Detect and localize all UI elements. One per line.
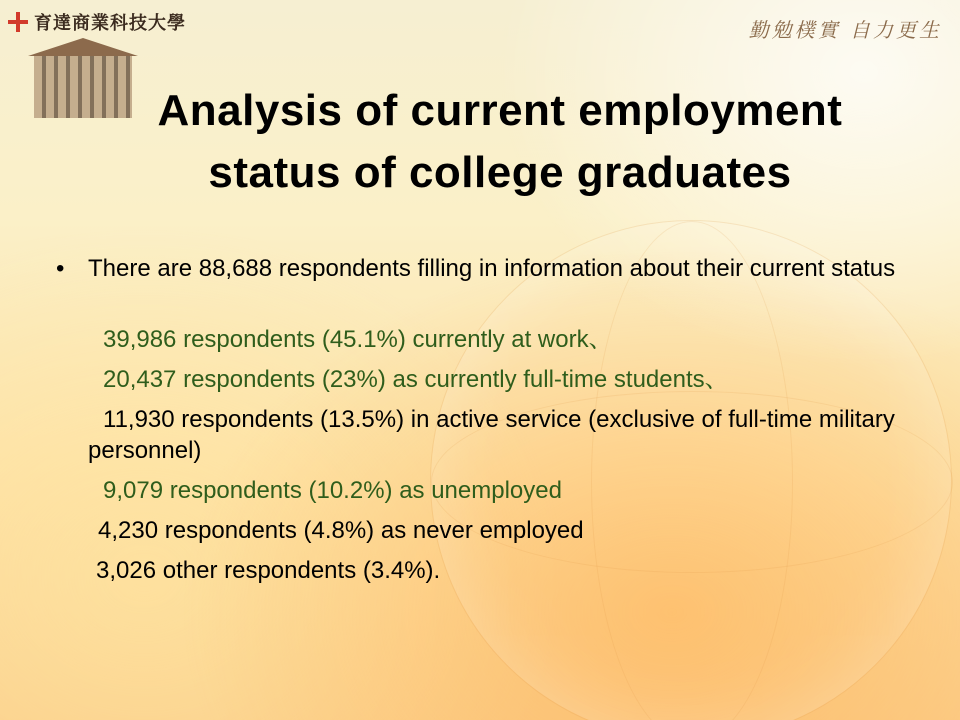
stat-line-at-work: 39,986 respondents (45.1%) currently at work、	[103, 326, 613, 353]
university-logo	[8, 9, 186, 35]
slide-title	[60, 80, 940, 204]
title-line-2: status of college graduates	[208, 148, 792, 197]
bullet-icon: •	[56, 255, 65, 282]
slide-content	[52, 253, 912, 586]
title-line-1: Analysis of current employment	[157, 86, 843, 135]
university-name: 育達商業科技大學	[34, 13, 186, 34]
stat-line-unemployed: 9,079 respondents (10.2%) as unemployed	[103, 477, 562, 504]
cross-logo-icon	[8, 12, 28, 32]
stat-line-active-service: 11,930 respondents (13.5%) in active service (exclusive of full-time military personnel)	[88, 406, 895, 464]
bullet-text: There are 88,688 respondents filling in information about their current status	[88, 255, 896, 282]
stat-line-never-employed: 4,230 respondents (4.8%) as never employed	[98, 517, 584, 544]
bullet-item	[52, 253, 912, 284]
stat-line-students: 20,437 respondents (23%) as currently full-time students、	[103, 366, 729, 393]
university-motto: 勤勉樸實 自力更生	[748, 18, 942, 42]
stat-line-other: 3,026 other respondents (3.4%).	[96, 557, 441, 584]
header-banner	[0, 0, 960, 62]
